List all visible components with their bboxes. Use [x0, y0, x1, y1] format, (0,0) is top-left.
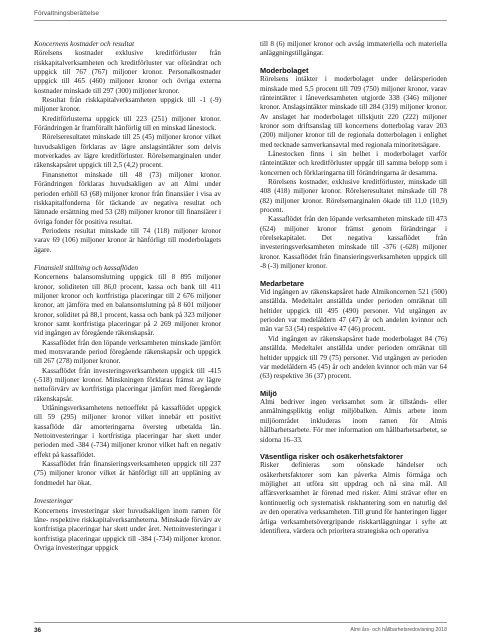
paragraph: till 8 (6) miljoner kronor och avsåg immateriella och materiella anläggningstillgångar.	[260, 40, 447, 58]
paragraph: Finansnettot minskade till 48 (73) miljoner kronor. Förändringen förklaras huvudsakligen av att Almi under perioden erhöll 63 (68) miljoner kronor från finansiäer i visa av riskkapitalfonderna för täckande av negativa resultat och lämnade ersättning med 53 (28) miljoner kronor till finansiärer i övriga fonder för positiva resultat.	[34, 170, 221, 226]
heading-investments: Investeringar	[34, 497, 73, 506]
section-header: Förvaltningsberättelse	[34, 10, 100, 17]
paragraph: Kassaflödet från den löpande verksamheten minskade jämfört med motsvarande period föregående räkenskapsår och uppgick till 267 (278) miljoner kronor.	[34, 338, 221, 366]
paragraph: Rörelseresultatet minskade till 25 (45) miljoner kronor vilket huvudsakligen förklaras av lägre anslagsintäkter som delvis motverkades av lägre kreditförluster. Rörelsemarginalen under räkenskapsåret uppgick till 2,5 (4,2) procent.	[34, 133, 221, 170]
footer-divider	[34, 622, 447, 623]
right-column	[260, 40, 447, 536]
heading-employees: Medarbetare	[260, 278, 304, 288]
left-column	[34, 40, 221, 553]
paragraph: Kassaflödet från investeringsverksamheten uppgick till -415 (-518) miljoner kronor. Minskningen förklaras främst av lägre nettoförvärv av kortfristiga placeringar jämfört med föregående räkenskapsår.	[34, 366, 221, 403]
paragraph: Koncernens investeringar sker huvudsakligen inom ramen för låne- respektive riskkapitalverksamheterna. Minskade förvärv av kortfristiga placeringar har skett under året. Nettoinvesteringar i kortfristiga placeringar uppgick till -384 (-734) miljoner kronor. Övriga investeringar uppgick	[34, 506, 221, 552]
paragraph: Vid ingången av räkenskapsåret hade Almikoncernen 521 (500) anställda. Medeltalet anställda under perioden omräknat till heltider uppgick till 495 (490) personer. Vid utgången av perioden var medelåldern 47 (47) år och andelen kvinnor och män var 53 (54) respektive 47 (46) procent.	[260, 288, 447, 334]
heading-financial-position: Finansiell ställning och kassaflöden	[34, 263, 139, 272]
heading-parent-company: Moderbolaget	[260, 65, 309, 75]
footer-publication: Almi års- och hållbarhetsredovisning 2018	[350, 627, 447, 633]
paragraph: Rörelsens kostnader exklusive kreditförluster från riskkapitalverksamheten och kreditförluster var oförändrat och uppgick till 767 (767) miljoner kronor. Personalkostnader uppgick till 465 (460) miljoner kronor och övriga externa kostnader minskade till 297 (300) miljoner kronor.	[34, 49, 221, 95]
paragraph: Vid ingången av räkenskapsåret hade moderbolaget 84 (76) anställda. Medeltalet anställda under perioden omräknat till heltider uppgick till 79 (75) personer. Vid utgången av perioden var medelåldern 45 (45) år och andelen kvinnor och män var 64 (63) respektive 36 (37) procent.	[260, 334, 447, 381]
heading-environment: Miljö	[260, 388, 277, 398]
heading-risks: Väsentliga risker och osäkerhetsfaktorer	[260, 451, 403, 461]
paragraph: Kassaflödet från den löpande verksamheten minskade till 473 (624) miljoner kronor främst genom förändringar i rörelsekapitalet. Det negativa kassaflödet från investeringsverksamheten minskade till -376 (-628) miljoner kronor. Kassaflödet från finansieringsverksamheten uppgick till -8 (-3) miljoner kronor.	[260, 215, 447, 271]
paragraph: Risker definieras som oönskade händelser och osäkerhetsfaktorer som kan påverka Almis förmåga och möjlighet att utföra sitt uppdrag och nå sina mål. All affärsverksamhet är förenad med risker. Almi strävar efter en kontinuerlig och systematisk riskhantering som en naturlig del av den operativa verksamheten. Till grund för hanteringen ligger årliga verksamhetsövergripande riskkartläggningar i syfte att identifiera, värdera och prioritera strategiska och operativa	[260, 461, 447, 535]
header-divider	[34, 20, 447, 21]
heading-costs-result: Koncernens kostnader och resultat	[34, 40, 135, 48]
paragraph: Koncernens balansomslutning uppgick till 8 895 miljoner kronor, soliditeten till 86,0 procent, kassa och bank till 411 miljoner kronor och kortfristiga placeringar till 2 676 miljoner kronor, att jämföra med en balansomslutning på 8 601 miljoner kronor, soliditet på 88,1 procent, kassa och bank på 323 miljoner kronor samt kortfristiga placeringar på 2 269 miljoner kronor vid ingången av föregående räkenskapsår.	[34, 273, 221, 338]
paragraph: Resultat från riskkapitalverksamheten uppgick till -1 (-9) miljoner kronor.	[34, 96, 221, 114]
paragraph: Lånestocken finns i sin helhet i moderbolaget varför ränteintäkter och kreditförluster uppgår till samma belopp som i koncernen och förklaringarna till förändringarna är desamma.	[260, 150, 447, 177]
paragraph: Rörelsens kostnader, exklusive kreditförluster, minskade till 408 (418) miljoner kronor. Rörelseresultatet minskade till 78 (82) miljoner kronor. Rörelsemarginalen ökade till 11,0 (10,9) procent.	[260, 178, 447, 215]
page-number: 36	[34, 627, 42, 634]
paragraph: Almi bedriver ingen verksamhet som är tillstånds- eller anmälningspliktig enligt miljöbalken. Almis arbete inom miljöområdet inkluderas inom ramen för Almis hållbarhetsarbete. För mer information om hållbarhetsarbetet, se sidorna 16–33.	[260, 398, 447, 444]
paragraph: Rörelsens intäkter i moderbolaget under delårsperioden minskade med 5,5 procent till 709 (750) miljoner kronor, varav ränteintäkter i låneverksamheten utgjorde 338 (346) miljoner kronor. Anslagsintäkter minskade till 284 (319) miljoner kronor. Av anslaget har moderbolaget tillskjutit 220 (222) miljoner kronor som driftsanslag till koncernens dotterbolag varav 203 (200) miljoner kronor till de regionala dotterbolagen i enlighet med tecknade samverkansavtal med regionala minoritetsägare.	[260, 75, 447, 149]
paragraph: Utlåningsverksamhetens nettoeffekt på kassaflödet uppgick till 59 (295) miljoner kronor vilket innebär ett positivt kassaflöde där amorteringarna översteg utbetalda lån. Nettoinvesteringar i kortfristiga placeringar har skett under perioden med -384 (-734) miljoner kronor vilket haft en negativ effekt på kassaflödet.	[34, 404, 221, 459]
paragraph: Kreditförlusterna uppgick till 223 (251) miljoner kronor. Förändringen är framförallt hänförlig till en minskad lånestock.	[34, 114, 221, 133]
paragraph: Periodens resultat minskade till 74 (118) miljoner kronor varav 69 (106) miljoner kronor är hänförligt till moderbolagets ägare.	[34, 226, 221, 254]
paragraph: Kassaflödet från finansieringsverksamheten uppgick till 237 (75) miljoner kronor vilket är hänförligt till att uppläning av fondmedel har ökat.	[34, 460, 221, 487]
